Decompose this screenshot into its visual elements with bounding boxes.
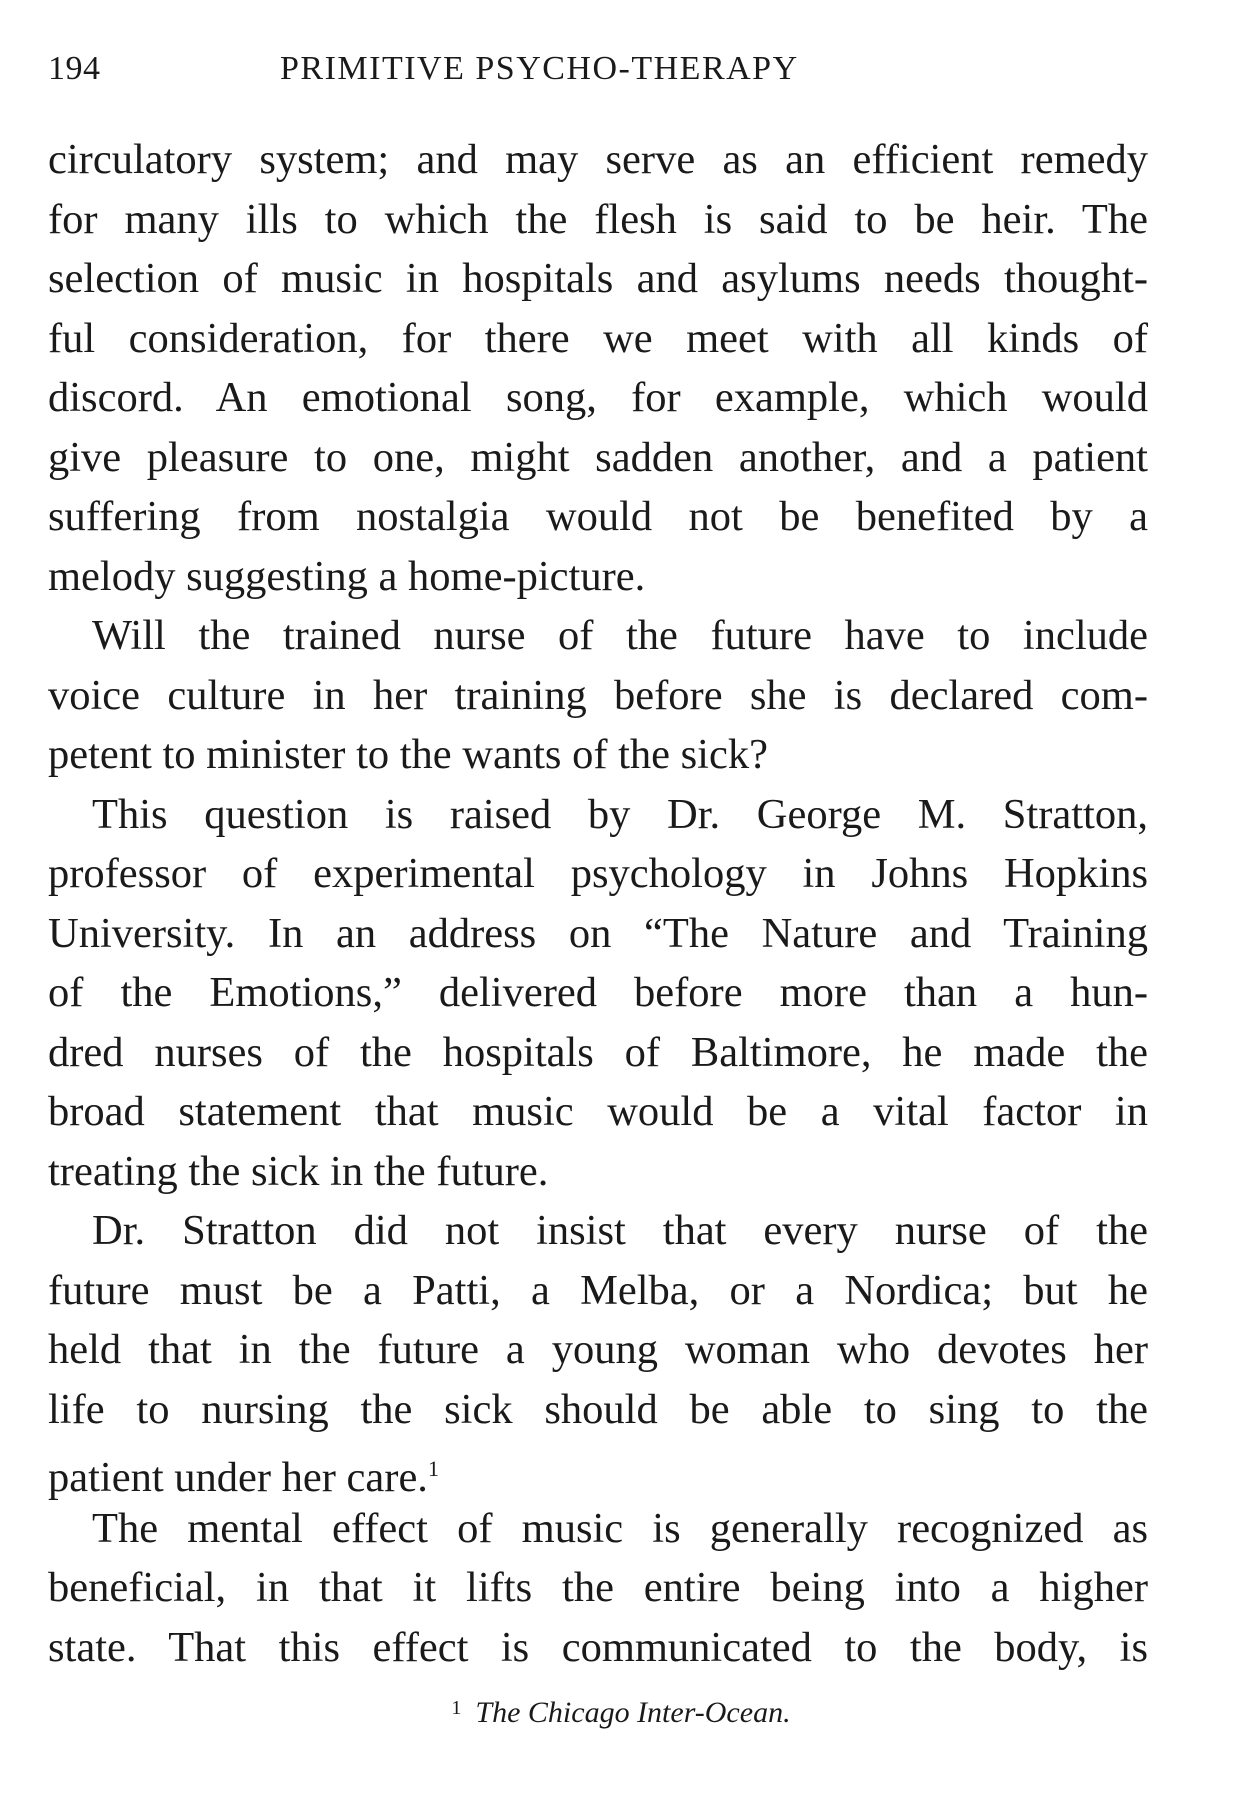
text-line: voice culture in her training before she is declared com- <box>48 671 1148 719</box>
text-line: future must be a Patti, a Melba, or a Nordica; but he <box>48 1266 1148 1314</box>
footnote-text: The Chicago Inter-Ocean. <box>475 1696 791 1729</box>
text-line: held that in the future a young woman who devotes her <box>48 1326 1148 1373</box>
text-line: life to nursing the sick should be able to sing to the <box>48 1385 1148 1433</box>
text-line: beneficial, in that it lifts the entire being into a higher <box>48 1564 1148 1611</box>
text-line: suffering from nostalgia would not be benefited by a <box>48 493 1148 540</box>
text-line: treating the sick in the future. <box>48 1147 549 1195</box>
text-line: dred nurses of the hospitals of Baltimore, he made the <box>48 1028 1148 1076</box>
text-line: broad statement that music would be a vital factor in <box>48 1088 1148 1135</box>
text-line: for many ills to which the flesh is said to be heir. The <box>48 195 1148 243</box>
footnote <box>0 1696 1242 1730</box>
text-line-content: patient under her care. <box>48 1454 428 1502</box>
body-text <box>48 130 1148 1677</box>
text-line: Will the trained nurse of the future have to include <box>92 612 1148 659</box>
text-line: professor of experimental psychology in Johns Hopkins <box>48 850 1148 897</box>
text-line: This question is raised by Dr. George M. Stratton, <box>92 790 1148 838</box>
text-line: melody suggesting a home-picture. <box>48 552 646 600</box>
text-line: circulatory system; and may serve as an efficient remedy <box>48 136 1148 183</box>
text-line: state. That this effect is communicated to the body, is <box>48 1623 1148 1671</box>
text-line: give pleasure to one, might sadden another, and a patient <box>48 433 1148 481</box>
text-line: petent to minister to the wants of the sick? <box>48 731 768 778</box>
text-line: of the Emotions,” delivered before more than a hun- <box>48 969 1148 1016</box>
text-line: selection of music in hospitals and asylums needs thought- <box>48 255 1148 302</box>
text-line-with-footnote <box>48 1439 1148 1502</box>
page-header <box>48 50 1148 90</box>
text-line: University. In an address on “The Nature and Training <box>48 909 1148 957</box>
footnote-reference: 1 <box>427 1456 439 1481</box>
footnote-marker: 1 <box>451 1697 462 1719</box>
text-line: Dr. Stratton did not insist that every nurse of the <box>92 1207 1148 1254</box>
text-line: ful consideration, for there we meet with all kinds of <box>48 314 1148 362</box>
text-line: The mental effect of music is generally recognized as <box>92 1504 1148 1552</box>
text-line: discord. An emotional song, for example, which would <box>48 374 1148 421</box>
running-title: PRIMITIVE PSYCHO-THERAPY <box>280 50 799 87</box>
page-number: 194 <box>48 50 101 87</box>
